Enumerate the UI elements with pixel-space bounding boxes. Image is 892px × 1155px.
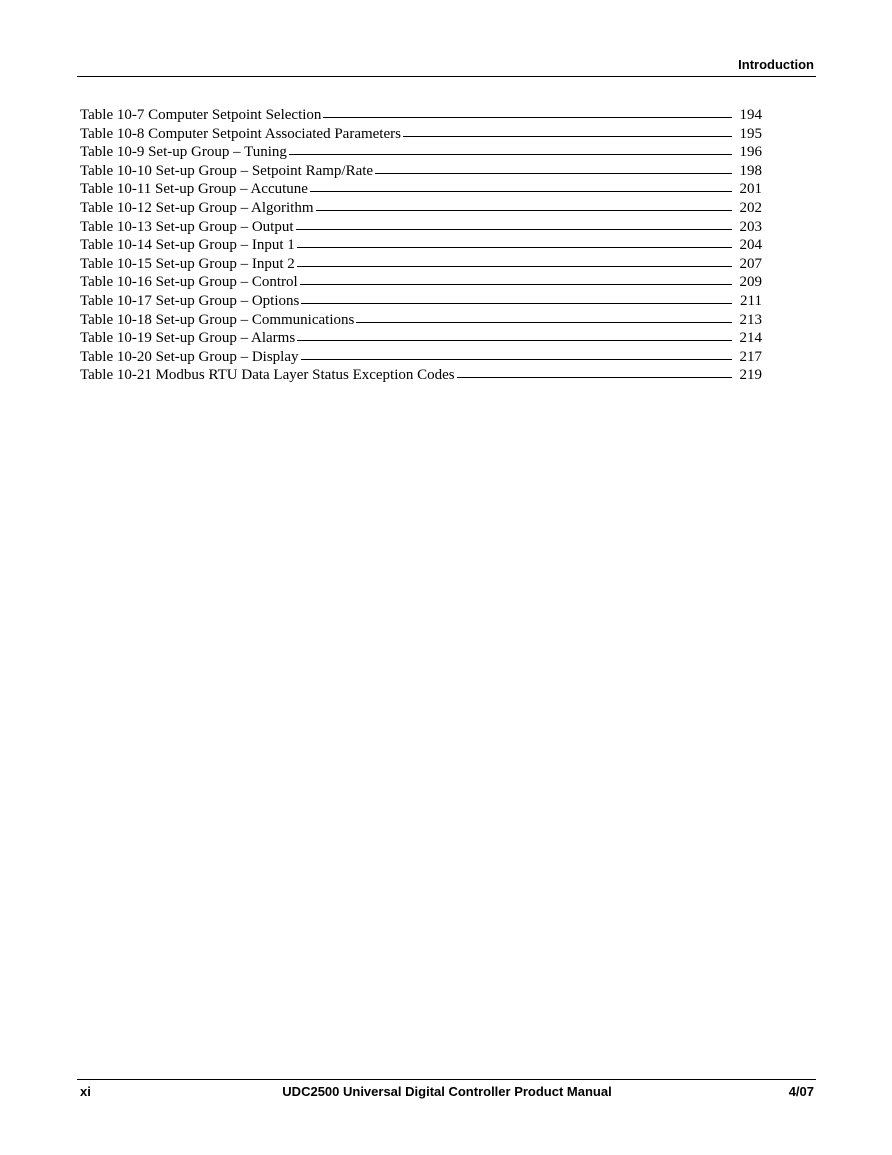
toc-entry[interactable] [80,199,762,218]
toc-entry[interactable] [80,162,762,181]
footer-divider [77,1079,816,1080]
toc-entry-page: 194 [739,107,762,123]
toc-entry-label: Table 10-20 Set-up Group – Display [80,348,299,365]
toc-entry-label: Table 10-15 Set-up Group – Input 2 [80,255,295,272]
toc-entry[interactable] [80,106,762,125]
toc-entry-label: Table 10-7 Computer Setpoint Selection [80,107,322,123]
toc-entry-page: 203 [739,218,762,235]
toc-leader [356,322,732,323]
toc-entry-label: Table 10-14 Set-up Group – Input 1 [80,237,295,254]
toc-entry-label: Table 10-21 Modbus RTU Data Layer Status Exception Codes [80,367,455,384]
toc-entry-page: 204 [739,237,762,254]
toc-entry-label: Table 10-8 Computer Setpoint Associated Parameters [80,125,401,142]
table-of-tables-list [80,106,762,385]
toc-leader [457,377,732,378]
toc-leader [297,266,732,267]
toc-entry[interactable] [80,180,762,199]
toc-leader [316,210,732,211]
toc-leader [301,359,733,360]
toc-entry-page: 207 [739,255,762,272]
toc-entry-page: 198 [739,162,762,179]
header-title: Introduction [738,57,814,72]
toc-entry-label: Table 10-13 Set-up Group – Output [80,218,294,235]
toc-entry[interactable] [80,255,762,274]
toc-entry-page: 202 [739,199,762,216]
footer-page-number: xi [80,1084,91,1099]
toc-entry-page: 195 [739,125,762,142]
toc-leader [310,191,732,192]
toc-entry-page: 209 [739,274,762,291]
toc-entry-label: Table 10-9 Set-up Group – Tuning [80,144,287,161]
toc-entry[interactable] [80,236,762,255]
toc-leader [301,303,732,304]
footer-date: 4/07 [788,1084,814,1099]
toc-entry-page: 201 [739,181,762,198]
footer-document-title: UDC2500 Universal Digital Controller Product Manual [282,1084,612,1099]
toc-entry[interactable] [80,143,762,162]
toc-leader [296,229,732,230]
toc-entry-label: Table 10-10 Set-up Group – Setpoint Ramp/Rate [80,162,374,179]
toc-entry-label: Table 10-19 Set-up Group – Alarms [80,330,296,347]
toc-entry-page: 213 [739,311,762,328]
toc-entry-page: 211 [740,292,762,309]
toc-leader [403,136,732,137]
toc-entry[interactable] [80,311,762,330]
toc-entry[interactable] [80,292,762,311]
toc-entry[interactable] [80,218,762,237]
toc-leader [300,284,732,285]
toc-entry[interactable] [80,366,762,385]
toc-entry-label: Table 10-12 Set-up Group – Algorithm [80,199,314,216]
page-footer [80,1084,814,1100]
toc-entry[interactable] [80,273,762,292]
toc-entry-label: Table 10-17 Set-up Group – Options [80,292,300,309]
header-divider [77,76,816,77]
toc-leader [323,117,732,118]
toc-entry[interactable] [80,348,762,367]
toc-leader [297,340,732,341]
toc-entry-page: 214 [739,330,762,347]
toc-entry-label: Table 10-11 Set-up Group – Accutune [80,181,308,198]
toc-entry[interactable] [80,329,762,348]
toc-leader [297,247,732,248]
toc-entry-page: 219 [739,367,762,384]
toc-entry-label: Table 10-18 Set-up Group – Communications [80,311,355,328]
toc-entry-label: Table 10-16 Set-up Group – Control [80,274,298,291]
toc-entry[interactable] [80,125,762,144]
toc-leader [375,173,732,174]
toc-entry-page: 196 [739,144,762,161]
toc-leader [289,154,732,155]
toc-entry-page: 217 [739,348,762,365]
